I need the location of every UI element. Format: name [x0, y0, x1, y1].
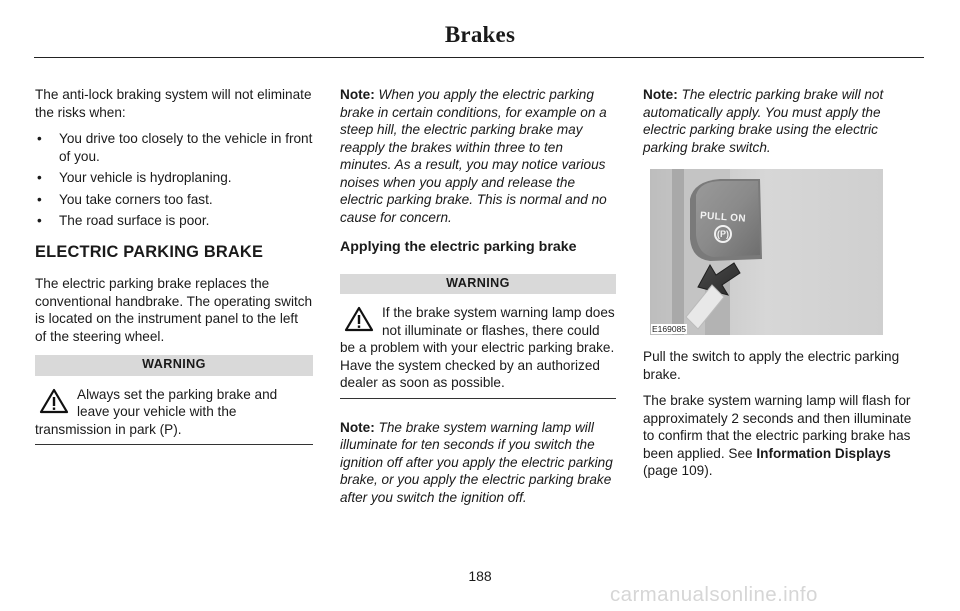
switch-label: PULL ON [699, 210, 747, 225]
warning-text: If the brake system warning lamp does not illuminate or flashes, there could be a problem with your electric parking brake. Have the system checked by an authorized dealer as soon as possible. [340, 305, 615, 390]
parking-brake-switch-figure [650, 169, 883, 335]
body-paragraph: Pull the switch to apply the electric parking brake. [643, 349, 900, 382]
figure-id: E169085 [652, 324, 687, 334]
list-item: • The road surface is poor. [35, 212, 313, 230]
cross-reference-link[interactable]: Information Displays [756, 445, 891, 461]
parking-brake-switch-illustration [650, 169, 883, 335]
body-text: The brake system warning lamp will flash for approximately 2 seconds and then illuminate to confirm that the electric parking brake has been applied. See [643, 393, 912, 461]
abs-intro: The anti-lock braking system will not eliminate the risks when: [35, 87, 312, 120]
section-paragraph: The electric parking brake replaces the conventional handbrake. The operating switch is located on the instrument panel to the left of the steering wheel. [35, 276, 313, 344]
warning-triangle-icon [344, 306, 374, 332]
page-reference: (page 109). [643, 463, 713, 478]
note-text: When you apply the electric parking brake in certain conditions, for example on a steep hill, the electric parking brake may reapply the brakes within three to ten minutes. As a result, you may notice various noises when you apply and release the electric parking brake. This is normal and no cause for concern. [340, 87, 607, 225]
column-left [35, 86, 313, 465]
section-heading: ELECTRIC PARKING BRAKE [35, 242, 264, 261]
note-label: Note: [643, 87, 678, 102]
warning-text: Always set the parking brake and leave your vehicle with the transmission in park (P). [35, 386, 278, 437]
page-header [0, 22, 960, 48]
warning-label: WARNING [340, 274, 616, 295]
warning-box [35, 355, 313, 445]
header-divider [34, 57, 924, 58]
note-text: The electric parking brake will not automatically apply. You must apply the electric parking brake using the electric parking brake switch. [643, 87, 884, 155]
warning-box [340, 274, 616, 399]
warning-label: WARNING [35, 355, 313, 376]
column-middle [340, 86, 616, 515]
list-item: • You take corners too fast. [35, 191, 313, 209]
note-paragraph [340, 419, 616, 507]
note-label: Note: [340, 419, 375, 435]
column-right [643, 86, 919, 489]
note-paragraph [643, 86, 919, 156]
body-paragraph [643, 392, 919, 480]
page-number: 188 [468, 568, 492, 584]
parking-symbol-icon [714, 225, 732, 243]
note-text: The brake system warning lamp will illuminate for ten seconds if you switch the ignition off after you apply the electric parking brake, or you apply the electric parking brake after you switch the ignition off. [340, 419, 613, 505]
note-label: Note: [340, 87, 375, 102]
subsection-heading: Applying the electric parking brake [340, 239, 577, 255]
list-item: • Your vehicle is hydroplaning. [35, 169, 313, 187]
warning-triangle-icon [39, 388, 69, 414]
page-title: Brakes [444, 22, 516, 47]
parking-symbol-text: (P) [717, 229, 729, 239]
list-item: • You drive too closely to the vehicle in front of you. [35, 130, 313, 165]
abs-risk-list [35, 130, 313, 230]
site-watermark: carmanualsonline.info [610, 583, 818, 606]
note-paragraph [340, 86, 616, 226]
